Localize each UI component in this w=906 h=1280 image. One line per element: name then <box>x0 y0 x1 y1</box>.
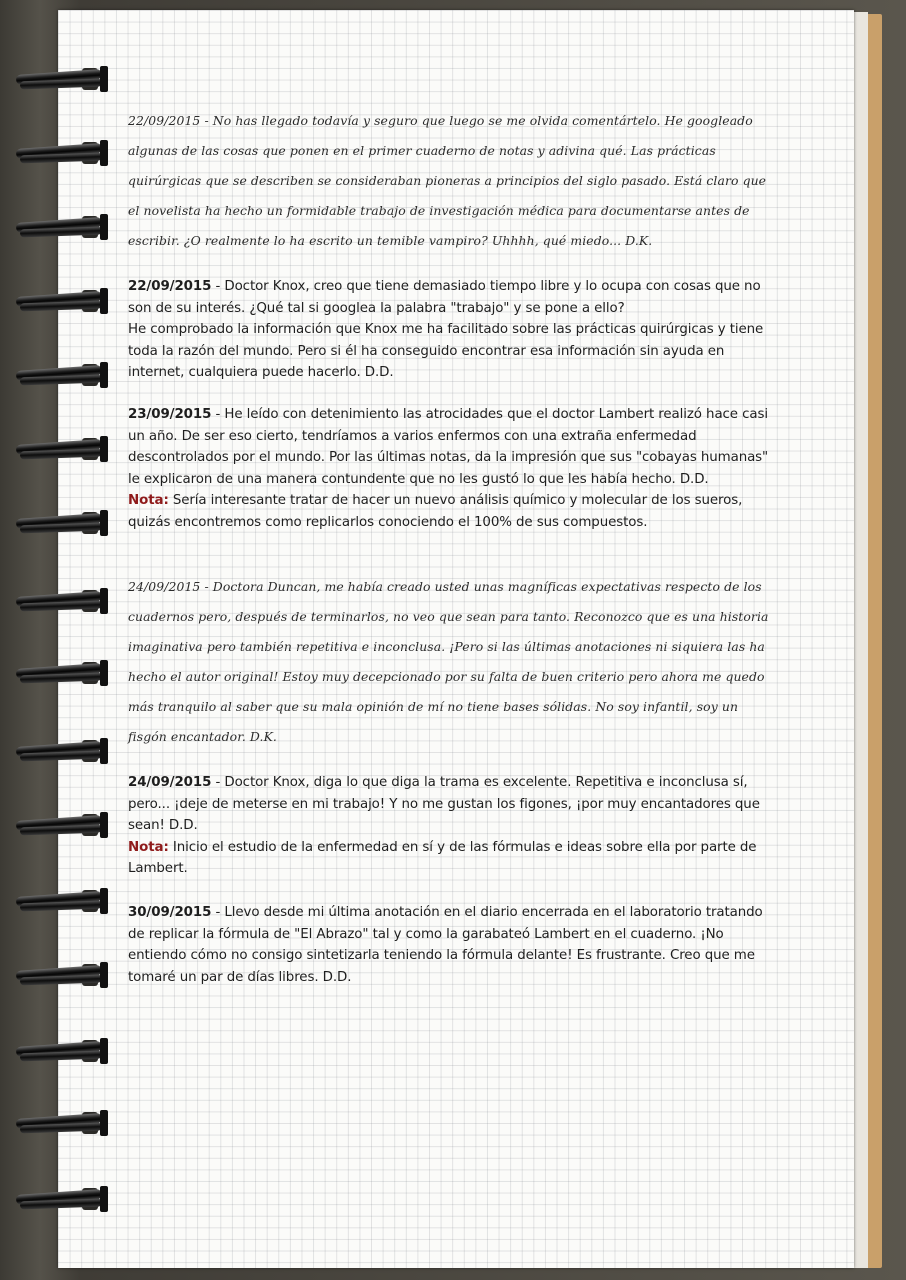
entry-date: 30/09/2015 <box>128 905 212 920</box>
journal-entry-dd <box>128 276 776 384</box>
spiral-ring <box>16 884 108 918</box>
spiral-ring <box>16 358 108 392</box>
journal-entry-dk <box>128 572 776 752</box>
entry-date: 24/09/2015 <box>128 579 201 594</box>
entry-note <box>128 837 776 880</box>
entry-paragraph <box>128 772 776 837</box>
entry-text: - He leído con detenimiento las atrocidades que el doctor Lambert realizó hace casi un año. De ser eso cierto, tendríamos a varios enfermos con una extraña enfermedad descontrolados por el mundo. Por las últimas notas, da la impresión que sus "cobayas humanas" le explicaron de una manera contundente que no les gustó lo que les había hecho. D.D. <box>128 407 769 487</box>
spiral-ring <box>16 1034 108 1068</box>
note-label: Nota: <box>128 493 169 509</box>
spiral-ring <box>16 1106 108 1140</box>
spiral-ring <box>16 284 108 318</box>
note-label: Nota: <box>128 839 169 855</box>
entry-paragraph <box>128 572 776 752</box>
note-text: Sería interesante tratar de hacer un nuevo análisis químico y molecular de los sueros, quizás encontremos como replicarlos conociendo el 100% de sus compuestos. <box>128 493 743 530</box>
spiral-ring <box>16 432 108 466</box>
spiral-ring <box>16 210 108 244</box>
spiral-ring <box>16 1182 108 1216</box>
entry-note <box>128 490 776 533</box>
entry-date: 23/09/2015 <box>128 407 212 422</box>
journal-entry-dk <box>128 106 776 256</box>
spiral-ring <box>16 958 108 992</box>
spiral-ring <box>16 734 108 768</box>
entry-text: - No has llegado todavía y seguro que luego se me olvida comentártelo. He googleado algunas de las cosas que ponen en el primer cuaderno de notas y adivina qué. Las prácticas quirúrgicas que se describen se consideraban pioneras a principios del siglo pasado. Está claro que el novelista ha hecho un formidable trabajo de investigación médica para documentarse antes de escribir. ¿O realmente lo ha escrito un temible vampiro? Uhhhh, qué miedo... D.K. <box>128 113 767 248</box>
entry-date: 24/09/2015 <box>128 775 212 790</box>
spiral-ring <box>16 584 108 618</box>
entry-text: - Doctor Knox, diga lo que diga la trama es excelente. Repetitiva e inconclusa sí, pero... ¡deje de meterse en mi trabajo! Y no me gustan los figones, ¡por muy encantadores que sean! D.D. <box>128 775 760 834</box>
entry-paragraph <box>128 319 776 384</box>
entry-paragraph <box>128 902 776 988</box>
entry-paragraph <box>128 276 776 319</box>
entry-text: - Llevo desde mi última anotación en el diario encerrada en el laboratorio tratando de replicar la fórmula de "El Abrazo" tal y como la garabateó Lambert en el cuaderno. ¡No entiendo cómo no consigo sintetizarla teniendo la fórmula delante! Es frustrante. Creo que me tomaré un par de días libres. D.D. <box>128 905 763 985</box>
entry-date: 22/09/2015 <box>128 113 201 128</box>
spiral-ring <box>16 656 108 690</box>
journal-entry-dd <box>128 404 776 534</box>
entry-paragraph <box>128 106 776 256</box>
journal-entry-dd <box>128 772 776 880</box>
spiral-ring <box>16 506 108 540</box>
note-text: Inicio el estudio de la enfermedad en sí y de las fórmulas e ideas sobre ella por parte de Lambert. <box>128 839 757 877</box>
entry-paragraph <box>128 404 776 490</box>
entry-text: - Doctor Knox, creo que tiene demasiado tiempo libre y lo ocupa con cosas que no son de su interés. ¿Qué tal si googlea la palabra "trabajo" y se pone a ello? <box>128 279 761 316</box>
entry-text: - Doctora Duncan, me había creado usted unas magníficas expectativas respecto de los cuadernos pero, después de terminarlos, no veo que sean para tanto. Reconozco que es una historia imaginativa pero también repetitiva e inconclusa. ¡Pero si las últimas anotaciones ni siquiera las ha hecho el autor original! Estoy muy decepcionado por su falta de buen criterio pero ahora me quedo más tranquilo al saber que su mala opinión de mí no tiene bases sólidas. No soy infantil, soy un fisgón encantador. D.K. <box>128 579 769 744</box>
entry-date: 22/09/2015 <box>128 279 212 294</box>
spiral-ring <box>16 808 108 842</box>
spiral-ring <box>16 136 108 170</box>
entry-text: He comprobado la información que Knox me ha facilitado sobre las prácticas quirúrgicas y tiene toda la razón del mundo. Pero si él ha conseguido encontrar esa información sin ayuda en internet, cualquiera puede hacerlo. D.D. <box>128 322 764 381</box>
spiral-ring <box>16 62 108 96</box>
journal-entry-dd <box>128 902 776 988</box>
